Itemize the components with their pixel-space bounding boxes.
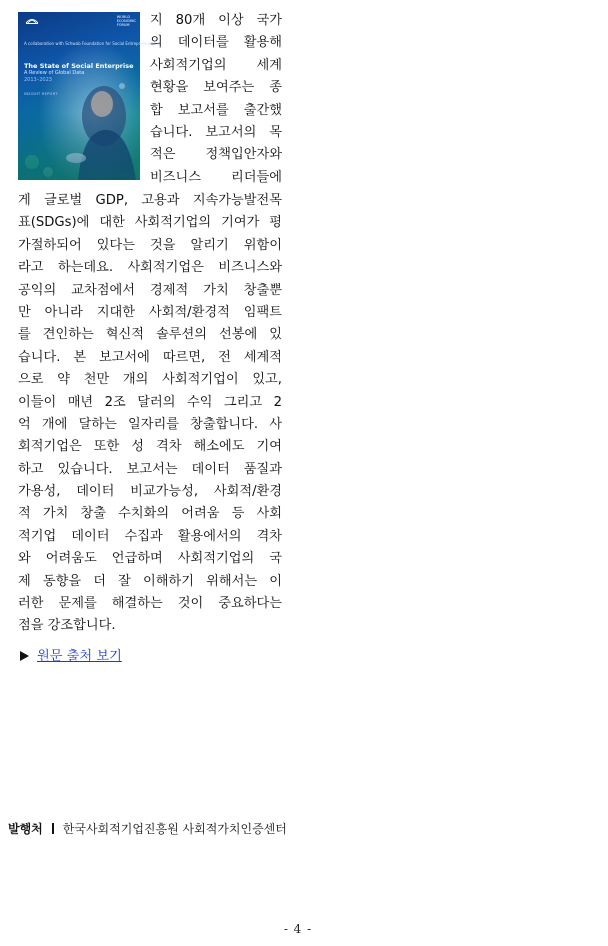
- cover-years: 2013–2023: [24, 77, 52, 83]
- article-line: 억 개에 달하는 일자리를 창출합니다. 사: [18, 416, 282, 432]
- article-line: 가용성, 데이터 비교가능성, 사회적/환경: [18, 484, 282, 500]
- article-line: 합 보고서를 출간했: [150, 102, 282, 118]
- publisher-line: [8, 820, 287, 837]
- cover-brand: [117, 15, 136, 27]
- cover-brand-line: ECONOMIC: [116, 19, 136, 24]
- article-line: 습니다. 본 보고서에 따르면, 전 세계적: [18, 349, 282, 365]
- article-line: 적은 정책입안자와: [150, 147, 282, 163]
- article-wrap-text: [150, 10, 282, 189]
- article-line: 으로 약 천만 개의 사회적기업이 있고,: [18, 372, 282, 388]
- article-line: 를 견인하는 혁신적 솔루션의 선봉에 있: [18, 327, 282, 343]
- cover-label: INSIGHT REPORT: [24, 92, 58, 96]
- article-line: 가절하되어 있다는 것을 알리기 위함이: [18, 237, 282, 253]
- article-line: 표(SDGs)에 대한 사회적기업의 기여가 평: [18, 215, 282, 231]
- publisher-orgs: 한국사회적기업진흥원 사회적가치인증센터: [62, 822, 287, 836]
- publisher-label: 발행처: [8, 822, 43, 836]
- cover-brand-line: WORLD: [116, 15, 131, 19]
- article-body-text: [18, 190, 282, 638]
- source-link-row: [20, 648, 122, 666]
- article-line: 회적기업은 또한 성 격차 해소에도 기여: [18, 439, 282, 455]
- article-line: 비즈니스 리더들에: [150, 169, 282, 185]
- publisher-divider: [52, 823, 54, 834]
- cover-brand-line: FORUM: [116, 23, 130, 28]
- article-line: 의 데이터를 활용해: [150, 35, 282, 51]
- article-line: 습니다. 보고서의 목: [150, 124, 282, 140]
- article-line: 점을 강조합니다.: [18, 618, 116, 634]
- play-arrow-icon: [20, 651, 29, 661]
- article-line: 라고 하는데요. 사회적기업은 비즈니스와: [18, 260, 282, 276]
- article-line: 지 80개 이상 국가: [150, 13, 282, 28]
- article-line: 와 어려움도 언급하며 사회적기업의 국: [18, 551, 282, 567]
- article-line: 적 가치 창출 수치화의 어려움 등 사회: [18, 506, 282, 522]
- cover-title: The State of Social Enterprise: [24, 62, 134, 70]
- report-cover-image: [18, 12, 161, 180]
- article-line: 현황을 보여주는 종: [150, 80, 282, 96]
- article-line: 공익의 교차점에서 경제적 가치 창출뿐: [18, 282, 282, 298]
- article-line: 만 아니라 지대한 사회적/환경적 임팩트: [18, 304, 282, 320]
- article-line: 사회적기업의 세계: [150, 57, 282, 73]
- article-line: 제 동향을 더 잘 이해하기 위해서는 이: [18, 573, 282, 589]
- cover-subtitle: A Review of Global Data: [24, 70, 85, 76]
- source-link[interactable]: 원문 출처 보기: [37, 649, 122, 664]
- article-line: 적기업 데이터 수집과 활용에서의 격차: [18, 528, 282, 544]
- article-line: 게 글로벌 GDP, 고용과 지속가능발전목: [18, 193, 282, 208]
- article-line: 러한 문제를 해결하는 것이 중요하다는: [18, 596, 282, 612]
- article-line: 하고 있습니다. 보고서는 데이터 품질과: [18, 461, 282, 477]
- article-line: 이들이 매년 2조 달러의 수익 그리고 2: [18, 394, 282, 410]
- cover-org-line: A collaboration with Schwab Foundation for Social Entrepreneurship: [24, 41, 161, 46]
- page-number: - 4 -: [283, 922, 313, 936]
